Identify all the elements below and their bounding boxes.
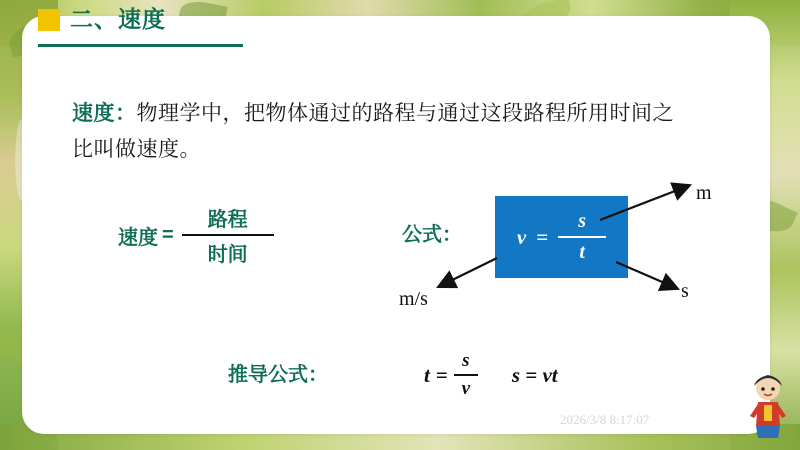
formula-variable-v: v: [516, 224, 527, 249]
derived-numerator: s: [462, 350, 470, 371]
ratio-formula-label: 速度: [118, 226, 158, 249]
mascot-figure: [744, 372, 792, 442]
definition-keyword: 速度: [72, 102, 115, 125]
formula-denominator: t: [579, 241, 585, 263]
ratio-denominator: 时间: [207, 244, 248, 266]
definition-text: 物理学中，把物体通过的路程与通过这段路程所用时间之比叫做速度。: [72, 102, 674, 161]
formula-equals: =: [536, 224, 549, 249]
page-title: 二、速度: [70, 6, 166, 32]
annotation-unit-m: m: [696, 182, 712, 204]
derived-formula-2: s = vt: [511, 362, 558, 387]
derived-formulas: [424, 350, 558, 400]
annotation-unit-ms: m/s: [399, 288, 428, 310]
derived-fraction: [454, 350, 478, 400]
derived-formula-equals: =: [435, 362, 448, 387]
heading-bullet-square-icon: [38, 9, 60, 31]
derived-denominator: v: [461, 378, 471, 399]
derived-formula-left: t: [424, 362, 430, 387]
annotation-unit-s: s: [681, 280, 689, 302]
section-heading: [38, 8, 166, 31]
ratio-numerator: 路程: [207, 209, 248, 231]
formula-fraction: [558, 210, 606, 264]
formula-numerator: s: [578, 210, 587, 232]
ratio-formula: [118, 203, 274, 267]
formula-label: 公式：: [402, 224, 462, 246]
formula-fraction-bar: [558, 236, 606, 238]
ratio-fraction: [182, 203, 274, 267]
derived-fraction-bar: [454, 374, 478, 376]
definition-colon: ：: [115, 102, 137, 125]
heading-underline: [38, 44, 243, 47]
definition-paragraph: [72, 96, 682, 168]
ratio-formula-equals: =: [162, 223, 174, 246]
timestamp-watermark: 2026/3/8 8:17:07: [560, 412, 650, 427]
formula-blue-box: [495, 196, 628, 278]
derived-formula-label: 推导公式：: [228, 364, 328, 386]
